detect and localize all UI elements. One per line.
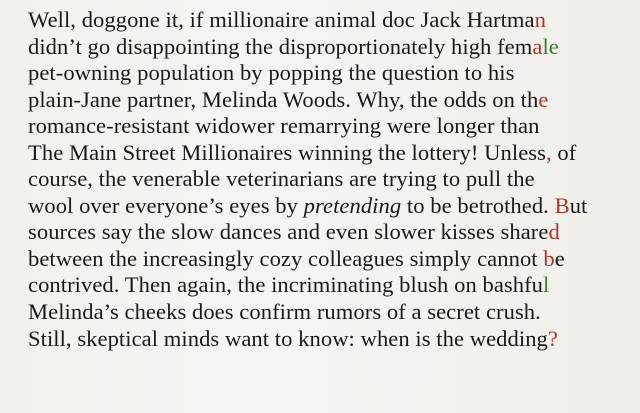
text-line: course, the venerable veterinarians are trying to pull the (28, 166, 535, 192)
text-line: romance-resistant widower remarrying were longer than (28, 113, 540, 139)
text-line: wool over everyone’s eyes by pretending to be betrothed. But (28, 192, 588, 218)
text-line: Melinda’s cheeks does confirm rumors of a secret crush. (28, 299, 541, 325)
text-line: pet-owning population by popping the question to his (28, 60, 515, 86)
text-line: contrived. Then again, the incriminating blush on bashful (28, 272, 550, 298)
text-line: sources say the slow dances and even slower kisses shared (28, 219, 560, 245)
text-line: Still, skeptical minds want to know: when is the wedding? (28, 325, 558, 351)
text-line: between the increasingly cozy colleagues simply cannot be (28, 245, 565, 271)
text-line: plain-Jane partner, Melinda Woods. Why, the odds on the (28, 86, 549, 112)
text-line: didn’t go disappointing the disproportionately high female (28, 33, 559, 59)
article-passage (28, 7, 628, 352)
text-line: Well, doggone it, if millionaire animal doc Jack Hartman (28, 7, 546, 32)
text-line: The Main Street Millionaires winning the lottery! Unless, of (28, 139, 577, 165)
italic-emphasis: pretending (303, 192, 402, 218)
